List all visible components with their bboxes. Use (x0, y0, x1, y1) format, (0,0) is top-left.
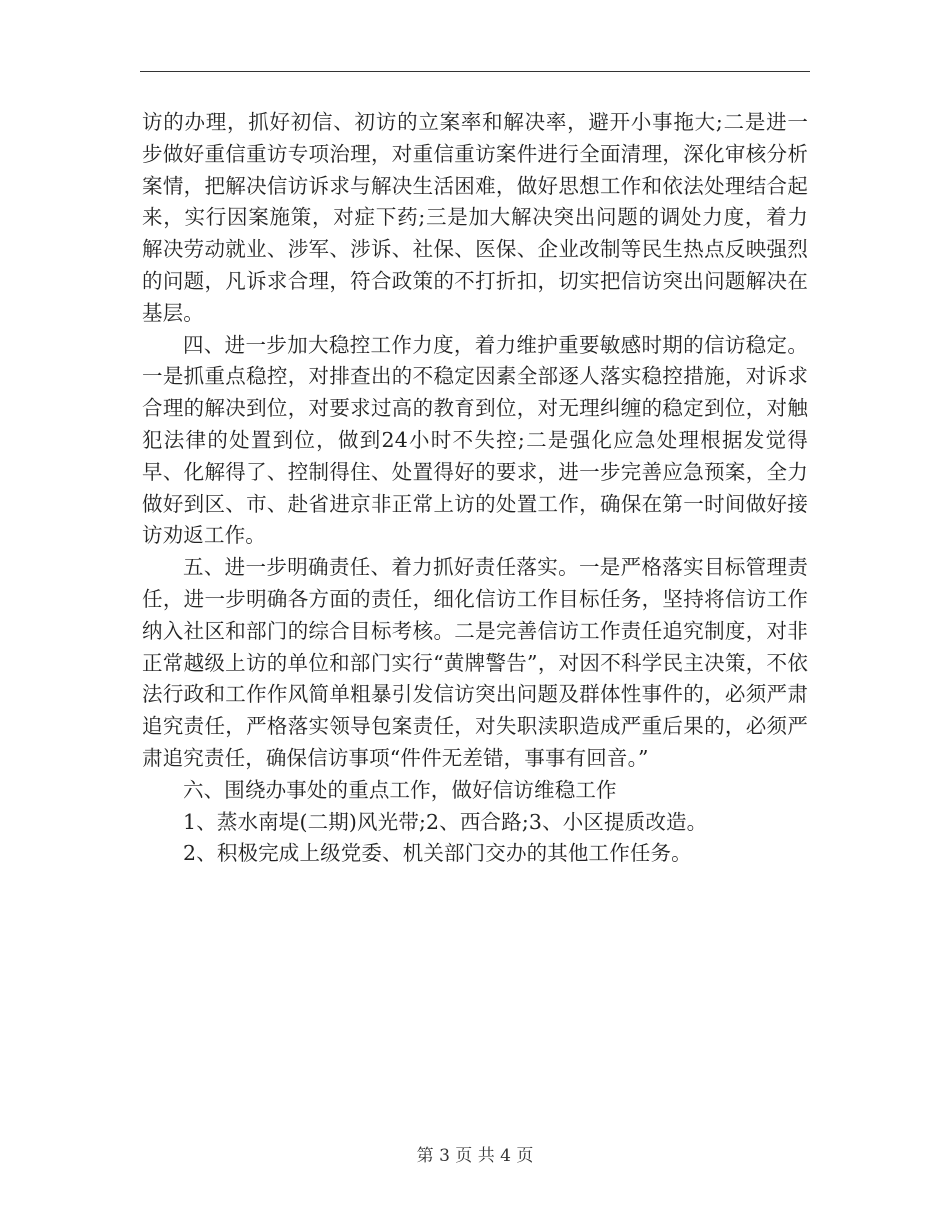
paragraph-section-six-heading: 六、围绕办事处的重点工作，做好信访维稳工作 (183, 777, 617, 802)
paragraph-continuation: 访的办理，抓好初信、初访的立案率和解决率，避开小事拖大;二是进一步做好重信重访专项治理，对重信重访案件进行全面清理，深化审核分析案情，把解决信访诉求与解决生活困难，做好思想工作和依法处理结合起来，实行因案施策，对症下药;三是加大解决突出问题的调处力度，着力解决劳动就业、涉军、涉诉、社保、医保、企业改制等民生热点反映强烈的问题，凡诉求合理，符合政策的不打折扣，切实把信访突出问题解决在基层。 (142, 110, 808, 325)
paragraph-list-item-2: 2、积极完成上级党委、机关部门交办的其他工作任务。 (183, 841, 692, 866)
header-divider (140, 71, 810, 72)
document-body (142, 107, 808, 870)
paragraph-section-four: 四、进一步加大稳控工作力度，着力维护重要敏感时期的信访稳定。一是抓重点稳控，对排查出的不稳定因素全部逐人落实稳控措施，对诉求合理的解决到位，对要求过高的教育到位，对无理纠缠的稳定到位，对触犯法律的处置到位，做到24小时不失控;二是强化应急处理根据发觉得早、化解得了、控制得住、处置得好的要求，进一步完善应急预案，全力做好到区、市、赴省进京非正常上访的处置工作，确保在第一时间做好接访劝返工作。 (142, 332, 808, 548)
paragraph-list-item-1: 1、蒸水南堤(二期)风光带;2、西合路;3、小区提质改造。 (183, 809, 708, 834)
paragraph-section-five: 五、进一步明确责任、着力抓好责任落实。一是严格落实目标管理责任，进一步明确各方面的责任，细化信访工作目标任务，坚持将信访工作纳入社区和部门的综合目标考核。二是完善信访工作责任追究制度，对非正常越级上访的单位和部门实行“黄牌警告”，对因不科学民主决策，不依法行政和工作作风简单粗暴引发信访突出问题及群体性事件的，必须严肃追究责任，严格落实领导包案责任，对失职渎职造成严重后果的，必须严肃追究责任，确保信访事项“件件无差错，事事有回音。” (142, 555, 808, 770)
page-number-footer: 第 3 页 共 4 页 (416, 1146, 534, 1166)
